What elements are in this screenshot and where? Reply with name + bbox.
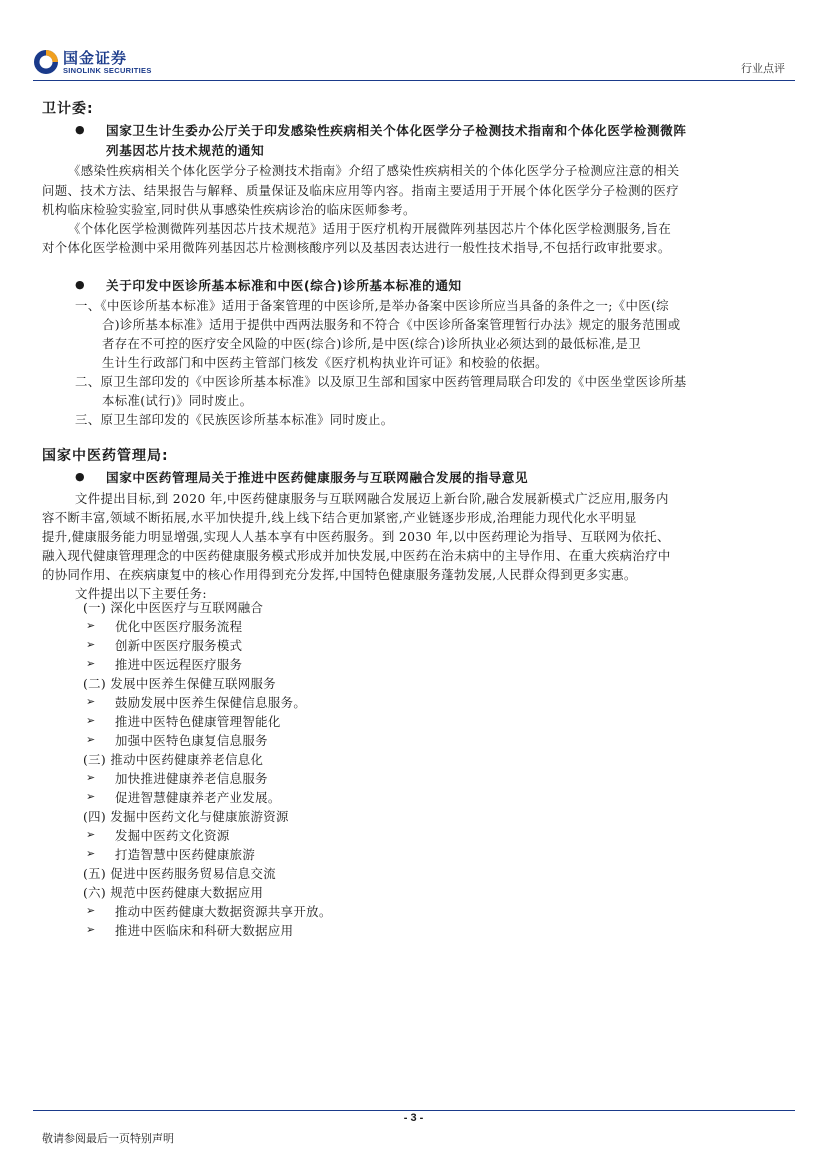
footer-divider bbox=[33, 1110, 795, 1111]
arrow-bullet-icon: ➢ bbox=[86, 714, 96, 727]
bullet-dot-icon: ● bbox=[75, 278, 85, 291]
task-item: 推进中医特色健康管理智能化 bbox=[115, 714, 281, 729]
task-item: 推动中医药健康大数据资源共享开放。 bbox=[115, 904, 332, 919]
arrow-bullet-icon: ➢ bbox=[86, 847, 96, 860]
paragraph-line: 《感染性疾病相关个体化医学分子检测技术指南》介绍了感染性疾病相关的个体化医学分子检测应注意的相关 bbox=[68, 163, 680, 178]
task-group-label: (三) 推动中医药健康养老信息化 bbox=[83, 752, 264, 767]
bullet-dot-icon: ● bbox=[75, 123, 85, 136]
paragraph-line: 容不断丰富,领域不断拓展,水平加快提升,线上线下结合更加紧密,产业链逐步形成,治理能力现代化水平明显 bbox=[42, 510, 637, 525]
arrow-bullet-icon: ➢ bbox=[86, 904, 96, 917]
section-heading-nhfpc: 卫计委: bbox=[42, 101, 94, 117]
paragraph-line: 《个体化医学检测微阵列基因芯片技术规范》适用于医疗机构开展微阵列基因芯片个体化医学检测服务,旨在 bbox=[68, 221, 672, 236]
logo-chinese-name: 国金证券 bbox=[63, 49, 128, 67]
task-item: 加快推进健康养老信息服务 bbox=[115, 771, 268, 786]
header-divider bbox=[33, 80, 795, 81]
notice-title: 关于印发中医诊所基本标准和中医(综合)诊所基本标准的通知 bbox=[106, 278, 462, 293]
paragraph-line: 文件提出目标,到 2020 年,中医药健康服务与互联网融合发展迈上新台阶,融合发展新模式广泛应用,服务内 bbox=[75, 491, 669, 506]
paragraph-line: 提升,健康服务能力明显增强,实现人人基本享有中医药服务。到 2030 年,以中医药理论为指导、互联网为依托、 bbox=[42, 529, 670, 544]
report-type-tag: 行业点评 bbox=[741, 62, 785, 75]
arrow-bullet-icon: ➢ bbox=[86, 619, 96, 632]
notice-title-line2: 列基因芯片技术规范的通知 bbox=[106, 143, 265, 158]
numbered-line: 合)诊所基本标准》适用于提供中西两法服务和不符合《中医诊所备案管理暂行办法》规定的服务范围或 bbox=[102, 317, 681, 332]
numbered-line: 者存在不可控的医疗安全风险的中医(综合)诊所,是中医(综合)诊所执业必须达到的最低标准,是卫 bbox=[102, 336, 641, 351]
paragraph-line: 对个体化医学检测中采用微阵列基因芯片检测核酸序列以及基因表达进行一般性技术指导,不包括行政审批要求。 bbox=[42, 240, 671, 255]
task-group-label: (六) 规范中医药健康大数据应用 bbox=[83, 885, 264, 900]
sinolink-logo-icon bbox=[33, 49, 59, 75]
paragraph-line: 文件提出以下主要任务: bbox=[75, 586, 207, 601]
task-item: 推进中医临床和科研大数据应用 bbox=[115, 923, 294, 938]
task-item: 促进智慧健康养老产业发展。 bbox=[115, 790, 281, 805]
task-group-label: (二) 发展中医养生保健互联网服务 bbox=[83, 676, 277, 691]
task-item: 发掘中医药文化资源 bbox=[115, 828, 230, 843]
bullet-dot-icon: ● bbox=[75, 470, 85, 483]
task-item: 鼓励发展中医养生保健信息服务。 bbox=[115, 695, 307, 710]
arrow-bullet-icon: ➢ bbox=[86, 657, 96, 670]
numbered-line: 一、《中医诊所基本标准》适用于备案管理的中医诊所,是举办备案中医诊所应当具备的条件之一;《中医(综 bbox=[75, 298, 669, 313]
task-item: 推进中医远程医疗服务 bbox=[115, 657, 243, 672]
numbered-line: 生计生行政部门和中医药主管部门核发《医疗机构执业许可证》和校验的依据。 bbox=[102, 355, 548, 370]
task-item: 加强中医特色康复信息服务 bbox=[115, 733, 268, 748]
arrow-bullet-icon: ➢ bbox=[86, 695, 96, 708]
paragraph-line: 的协同作用、在疾病康复中的核心作用得到充分发挥,中国特色健康服务蓬勃发展,人民群众得到更多实惠。 bbox=[42, 567, 637, 582]
arrow-bullet-icon: ➢ bbox=[86, 638, 96, 651]
task-item: 打造智慧中医药健康旅游 bbox=[115, 847, 256, 862]
task-group-label: (一) 深化中医医疗与互联网融合 bbox=[83, 600, 264, 615]
page-number: - 3 - bbox=[403, 1112, 424, 1124]
arrow-bullet-icon: ➢ bbox=[86, 733, 96, 746]
arrow-bullet-icon: ➢ bbox=[86, 790, 96, 803]
task-item: 创新中医医疗服务模式 bbox=[115, 638, 243, 653]
section-heading-satcm: 国家中医药管理局: bbox=[42, 448, 169, 464]
numbered-line: 三、原卫生部印发的《民族医诊所基本标准》同时废止。 bbox=[75, 412, 394, 427]
numbered-line: 二、原卫生部印发的《中医诊所基本标准》以及原卫生部和国家中医药管理局联合印发的《中医坐堂医诊所基 bbox=[75, 374, 687, 389]
footer-disclaimer: 敬请参阅最后一页特别声明 bbox=[42, 1132, 174, 1145]
paragraph-line: 机构临床检验实验室,同时供从事感染性疾病诊治的临床医师参考。 bbox=[42, 202, 416, 217]
paragraph-line: 问题、技术方法、结果报告与解释、质量保证及临床应用等内容。指南主要适用于开展个体化医学分子检测的医疗 bbox=[42, 183, 680, 198]
logo-english-name: SINOLINK SECURITIES bbox=[63, 66, 152, 75]
task-group-label: (五) 促进中医药服务贸易信息交流 bbox=[83, 866, 277, 881]
arrow-bullet-icon: ➢ bbox=[86, 771, 96, 784]
numbered-line: 本标准(试行)》同时废止。 bbox=[102, 393, 253, 408]
notice-title-line1: 国家卫生计生委办公厅关于印发感染性疾病相关个体化医学分子检测技术指南和个体化医学检测微阵 bbox=[106, 123, 687, 138]
paragraph-line: 融入现代健康管理理念的中医药健康服务模式形成并加快发展,中医药在治未病中的主导作用、在重大疾病治疗中 bbox=[42, 548, 671, 563]
opinion-title: 国家中医药管理局关于推进中医药健康服务与互联网融合发展的指导意见 bbox=[106, 470, 529, 485]
task-group-label: (四) 发掘中医药文化与健康旅游资源 bbox=[83, 809, 289, 824]
arrow-bullet-icon: ➢ bbox=[86, 923, 96, 936]
task-item: 优化中医医疗服务流程 bbox=[115, 619, 243, 634]
arrow-bullet-icon: ➢ bbox=[86, 828, 96, 841]
